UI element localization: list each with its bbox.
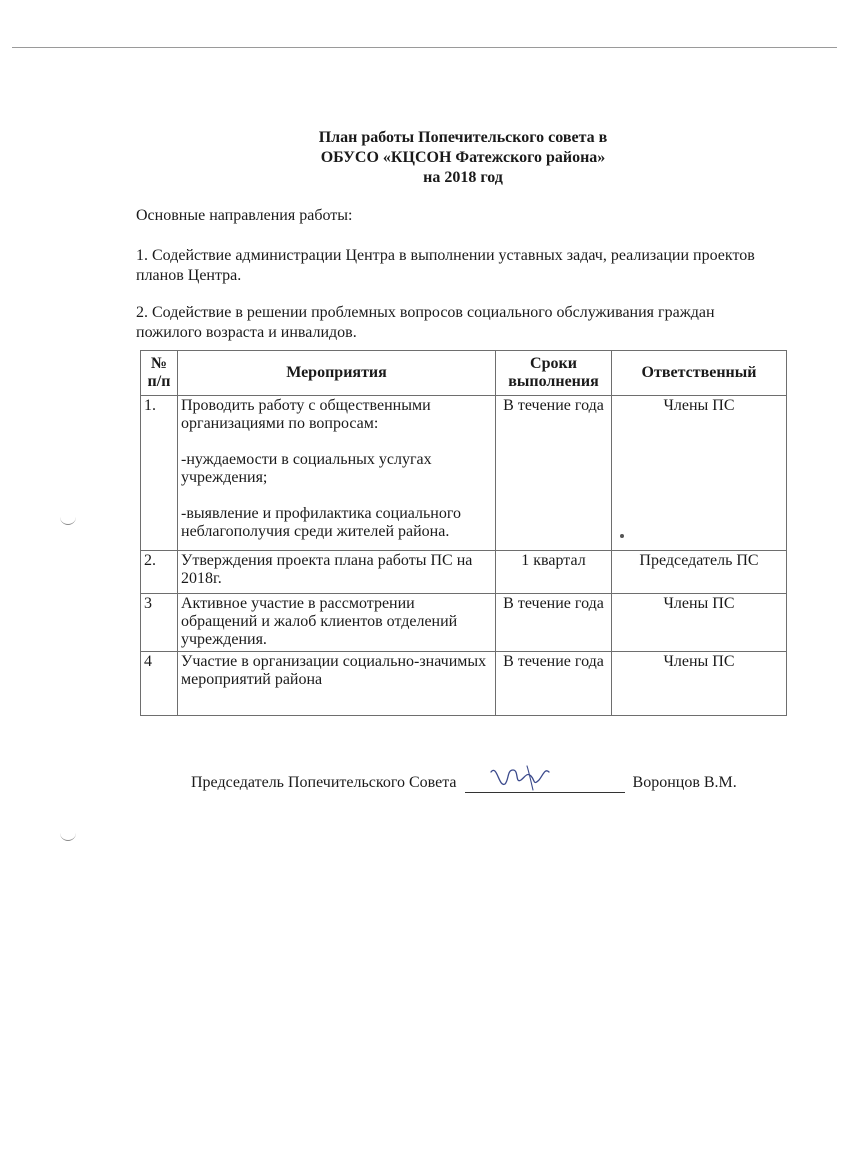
row-event-paragraph: -нуждаемости в социальных услугах учреждения;	[181, 451, 432, 486]
header-event: Мероприятия	[178, 351, 496, 396]
direction-2	[136, 303, 715, 343]
document-title	[0, 128, 850, 188]
header-responsible: Ответственный	[612, 351, 787, 396]
row-event-paragraph: -выявление и профилактика социального неблагополучия среди жителей района.	[181, 505, 462, 540]
punch-hole-mark	[60, 516, 76, 525]
row-term: В течение года	[496, 396, 612, 551]
title-line-1: План работы Попечительского совета в	[318, 129, 608, 146]
title-line-3: на 2018 год	[423, 169, 503, 186]
row-event: Утверждения проекта плана работы ПС на 2018г.	[178, 551, 496, 594]
direction-1-line-2: планов Центра.	[136, 267, 242, 284]
header-term	[496, 351, 612, 396]
direction-2-line-2: пожилого возраста и инвалидов.	[136, 324, 357, 341]
row-number: 3	[141, 594, 178, 652]
paragraph-gap	[181, 433, 492, 451]
scan-edge-line	[12, 47, 837, 48]
plan-table	[140, 350, 787, 716]
row-responsible: Члены ПС	[612, 594, 787, 652]
row-number: 4	[141, 652, 178, 716]
row-event: Активное участие в рассмотрении обращений и жалоб клиентов отделений учреждения.	[178, 594, 496, 652]
signature-role: Председатель Попечительского Совета	[191, 774, 457, 791]
direction-1-line-1: 1. Содействие администрации Центра в выполнении уставных задач, реализации проектов	[136, 247, 755, 264]
signature-field	[465, 774, 625, 793]
header-number-label: п/п	[147, 373, 171, 390]
row-number: 2.	[141, 551, 178, 594]
header-number	[141, 351, 178, 396]
row-number: 1.	[141, 396, 178, 551]
paragraph-gap	[181, 487, 492, 505]
table-row	[141, 551, 787, 594]
row-event-paragraph: Проводить работу с общественными организациями по вопросам:	[181, 397, 431, 432]
row-term: В течение года	[496, 594, 612, 652]
signature-block	[191, 773, 737, 793]
punch-hole-mark	[60, 832, 76, 841]
row-responsible: Члены ПС	[612, 652, 787, 716]
direction-2-line-1: 2. Содействие в решении проблемных вопросов социального обслуживания граждан	[136, 304, 715, 321]
row-term: В течение года	[496, 652, 612, 716]
handwritten-signature-icon	[487, 762, 567, 792]
row-responsible: Члены ПС	[612, 396, 787, 551]
signatory-name: Воронцов В.М.	[632, 774, 737, 791]
table-header-row	[141, 351, 787, 396]
row-event: Участие в организации социально-значимых мероприятий района	[178, 652, 496, 716]
header-term-line-2: выполнения	[508, 373, 599, 390]
table-row	[141, 652, 787, 716]
table-row	[141, 594, 787, 652]
directions-heading: Основные направления работы:	[136, 207, 353, 224]
header-term-line-1: Сроки	[530, 355, 577, 372]
row-term: 1 квартал	[496, 551, 612, 594]
row-responsible: Председатель ПС	[612, 551, 787, 594]
direction-1	[136, 246, 755, 286]
header-number-symbol: №	[150, 355, 168, 372]
title-line-2: ОБУСО «КЦСОН Фатежского района»	[320, 149, 606, 166]
table-row	[141, 396, 787, 551]
row-event	[178, 396, 496, 551]
